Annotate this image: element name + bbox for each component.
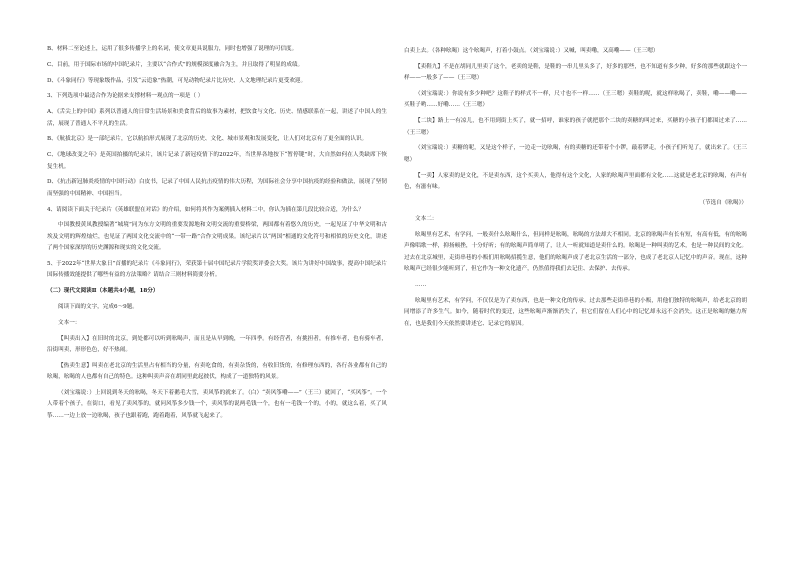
- q4-passage: 中国教授黄凤教授编著“城境”同为东方文明的重要发源地和文明交流的重要桥梁，两国都有着悠久的历史，一起见证了中华文明和古埃及文明的辉煌灿烂，也见证了两国文化交流中的“一带一路”合作文明成果。该纪录片以“两国”相通的文化符号和相似的历史文化，讲述了两个国家深厚的历史渊源和现实的文化交流。: [47, 222, 387, 252]
- text-one-label: 文本一：: [58, 319, 81, 326]
- source-note: （节选自《吆喝》）: [699, 199, 747, 206]
- text-one-para-2: 【热卖生意】叫卖在老北京的生活里占有相当的分量，有卖吃食的，有卖杂货的，有收旧货的，有修理东西的，各行各业都有自己的吆喝，吆喝的人也都有自己的特色。这种叫卖声音在胡同里此起彼伏，构成了一道独特的风景。: [47, 362, 387, 381]
- right-para-4: 【二块】路上一有凉儿，也不用到街上买了，就一招呼，谁家的孩子就把那个二块的卖糖的叫过来，买糖的小孩子们都围过来了……（王三嗯）: [404, 118, 747, 136]
- text-one-para-3: （刘宝瑞说：）上回说到冬天的吆喝，冬天下着鹅毛大雪，卖风筝的就来了。（白）“卖风筝嘞——”（王三）就回了，“买风筝”。一个人带着个孩子，在街口，看见了卖风筝的，就问风筝多少钱一个，卖风筝的说两毛钱一个，也有一毛钱一个的，小的，就这么着，买了风筝……一边上放一边吆喝，孩子也跟着跑，跑着跑着，风筝就飞起来了。: [47, 390, 387, 419]
- option-d-text: D、《斗象同行》等现象级作品，引发“云追象”热潮，可见动物纪录片比历史、人文地理纪录片更受欢迎。: [47, 77, 307, 84]
- right-para-1: 白卖上去。（各种吆喝）这个吆喝声，打着小鼓点。（刘宝瑞说：）又喊，叫卖嘞，又高嘞——（王三嗯）: [404, 48, 659, 54]
- text-two-para-1: 吆喝里有艺术，有学问，一般卖什么吆喝什么，但同样是吆喝，吆喝的方法却大不相同。北京的吆喝声有长有短，有高有低，有的吆喝声像唱歌一样，抑扬顿挫，十分好听；有的吆喝声简单明了，让人一听就知道是卖什么的。吆喝是一种叫卖的艺术，也是一种民间的文化。过去在北京城里，走街串巷的小贩们用吆喝招揽生意，他们的吆喝声成了老北京生活的一部分，也成了老北京人记忆中的声音。现在，这种吆喝声已经很少能听到了，但它作为一种文化遗产，仍然值得我们去记住、去保护、去传承。: [404, 232, 747, 273]
- ellipsis: ……: [415, 282, 427, 289]
- q3-option-d: D、《抗击新冠肺炎疫情的中国行动》白皮书，记录了中国人民抗击疫情的伟大历程，为国际社会分享中国抗疫的经验和做法，展现了坚韧而坚强的中国精神、中国担当。: [47, 179, 387, 197]
- q3-option-c: C、《地球改变之年》是英国拍摄的纪录片，该片记录了新冠疫情下的2022年，当世界各地按下“暂停键”时，大自然如何在人类缺席下恢复生机。: [47, 152, 387, 170]
- right-column: [404, 46, 747, 334]
- q3-option-b: B、《航拔北京》是一部纪录片，它以航拍形式展现了北京的历史、文化、城市景观和发展变化，让人们对北京有了更全面的认识。: [47, 136, 368, 143]
- q3-option-a: A、《舌尖上的中国》系列以普通人的日常生活场景和美食背后的故事为素材，把饮食与文化、历史、情感联系在一起，讲述了中国人的生活，展现了普通人不平凡的生活。: [47, 109, 387, 127]
- text-two-label: 文本二：: [415, 216, 438, 223]
- right-para-3: （刘宝瑞说：）你说有多少种吧？这鞋子的样式不一样，尺寸也不一样……（王三嗯）卖鞋的呢，就这样吆喝了，卖鞋，嘞——嘞——买鞋子哟……好嘞……（王三嗯）: [404, 91, 747, 109]
- reading-instruction: 阅读下面的文字，完成6～9题。: [58, 304, 138, 310]
- question-5: 5、于2022年“世界大象日”首播的纪录片《斗象同行》，荣获第十届中国纪录片学院奖评委会大奖。该片为讲好中国故事，提高中国纪录片国际传播效能提供了哪些有益的方法策略？请结合三则材料简要分析。: [47, 261, 387, 279]
- text-two-para-2: 吆喝里有艺术，有学问，不仅仅是为了卖东西，也是一种文化的传承。过去那些走街串巷的小贩，用他们独特的吆喝声，给老北京的胡同增添了许多生气。如今，随着时代的变迁，这些吆喝声渐渐消失了，但它们留在人们心中的记忆却永远不会消失。这正是吆喝的魅力所在，也是我们今天依然要讲述它、记录它的原因。: [404, 297, 747, 327]
- text-one-para-1: 【叫卖出入】在旧时的北京，到处都可以听到吆喝声，而且是从早到晚，一年四季。有经营者，有挑担者，有推车者，也有骑车者，沿街叫卖，形形色色，好不热闹。: [47, 335, 387, 353]
- option-b-text: B、材料二至论述上，运用了很多传播学上的名词，使文章更具说服力，同时也增强了说理的可信度。: [47, 46, 298, 52]
- right-para-5: （刘宝瑞说：）卖糖的呢，又是这个样子，一边走一边吆喝，有的卖糖的还带着个小锣，敲着锣走，小孩子们听见了，就出来了。（王三嗯）: [404, 145, 747, 163]
- question-3: 3、下列选项中最适合作为论据来支撑材料一观点的一项是（ ）: [47, 93, 204, 100]
- left-column: [47, 44, 387, 427]
- right-para-2: 【卖鞋九】不是在胡同儿里卖了这个，老卖的是鞋，是鞋的一串儿里头多了，好多的那些，也不知道有多少种，好多的那些就跟这个一样——一般多了——（王三嗯）: [404, 63, 747, 82]
- option-c-text: C、目前，用于国际市场的中国纪录片，主要以“合作式”的规模深度融合为主，并且取得了明显的成绩。: [47, 61, 304, 68]
- question-4: 4、请阅读下面关于纪录片《英雄联盟在对话》的介绍，如何将其作为案例插入材料二中，你认为插在第几段比较合适，为什么？: [47, 206, 364, 213]
- section-heading: （二）现代文阅读Ⅱ（本题共4小题，18分）: [47, 288, 159, 295]
- right-para-6: 【一卖】人家卖的是文化，不是卖东西，这个买卖人，他得有这个文化，人家的吆喝声里面都有文化……这就是老北京的吆喝，有声有色，有滋有味。: [404, 172, 747, 191]
